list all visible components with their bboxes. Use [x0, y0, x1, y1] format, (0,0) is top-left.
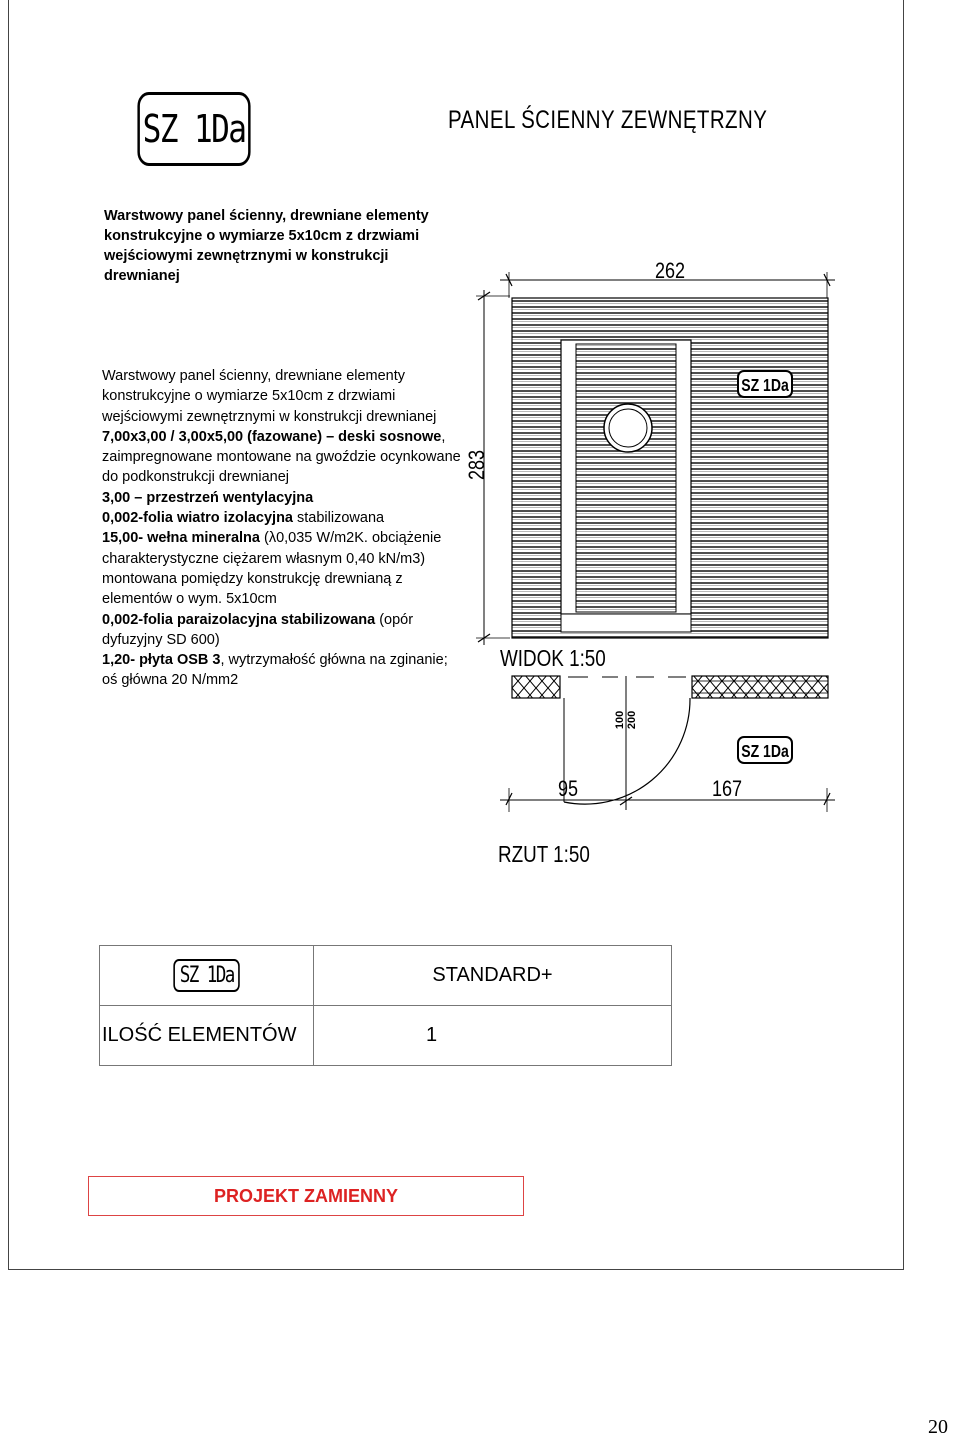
short-description: Warstwowy panel ścienny, drewniane elementy konstrukcyjne o wymiarze 5x10cm z drzwiami wejściowymi zewnętrznymi w konstrukcji drewnianej [104, 208, 429, 284]
layer-3 [102, 508, 462, 528]
dim-200: 200 [626, 710, 638, 730]
layer-4 [102, 528, 462, 609]
dim-left-label: 95 [557, 777, 579, 802]
panel-title: PANEL ŚCIENNY ZEWNĘTRZNY [448, 106, 768, 134]
layer-6-detail: , wytrzymałość główna na zginanie; oś główna 20 N/mm2 [102, 652, 448, 689]
layer-6 [102, 650, 462, 691]
width-dimension [500, 259, 835, 298]
spec-row-qty [100, 1006, 672, 1066]
spec-code-cell [100, 946, 314, 1006]
view-scale-label: WIDOK 1:50 [500, 646, 606, 672]
layer-3-name: 0,002-folia wiatro izolacyjna [102, 510, 293, 527]
layer-4-name: 15,00- wełna mineralna [102, 530, 260, 547]
layer-1-name: 7,00x3,00 / 3,00x5,00 (fazowane) – deski sosnowe [102, 428, 442, 445]
height-dimension-label: 283 [465, 449, 490, 481]
layer-5-name: 0,002-folia paraizolacyjna stabilizowana [102, 611, 376, 628]
plan-code-badge: SZ 1Da [741, 741, 789, 762]
layer-5-detail: (opór dyfuzyjny SD 600) [102, 611, 414, 648]
width-dimension-label: 262 [654, 259, 686, 284]
elevation-view [512, 298, 828, 638]
spec-table [99, 945, 672, 1066]
layer-intro: Warstwowy panel ścienny, drewniane elementy konstrukcyjne o wymiarze 5x10cm z drzwiami wejściowymi zewnętrznymi w konstrukcji drewnianej [102, 368, 437, 425]
spec-row-code [100, 946, 672, 1006]
element-code-badge: SZ 1Da [137, 92, 250, 166]
layer-4-detail: (λ0,035 W/m2K. obciążenie charakterystyczne ciężarem własnym 0,40 kN/m3) montowana pomiędzy konstrukcję drewnianą z elementów o wym. 5x10cm [102, 530, 442, 608]
plan-scale-label: RZUT 1:50 [498, 842, 590, 868]
layer-1-detail: , zaimpregnowane montowane na gwoździe ocynkowane do podkonstrukcji drewnianej [102, 428, 461, 486]
layer-1 [102, 427, 462, 488]
page-number: 20 [928, 1416, 948, 1438]
layer-2: 3,00 – przestrzeń wentylacyjna [102, 489, 314, 506]
spec-qty-value: 1 [314, 1006, 672, 1066]
plan-dimensions [500, 777, 835, 812]
spec-code-badge: SZ 1Da [173, 959, 240, 992]
layer-6-name: 1,20- płyta OSB 3 [102, 652, 221, 669]
spec-qty-label: ILOŚĆ ELEMENTÓW [100, 1006, 314, 1066]
technical-drawing [440, 240, 860, 880]
dim-right-label: 167 [711, 777, 743, 802]
view-code-badge: SZ 1Da [741, 375, 789, 396]
dim-100: 100 [614, 710, 626, 730]
layer-description [102, 366, 462, 691]
layer-5 [102, 610, 462, 651]
spec-standard-cell: STANDARD+ [314, 946, 672, 1006]
replacement-project-label: PROJEKT ZAMIENNY [88, 1176, 524, 1216]
height-dimension [465, 290, 510, 645]
layer-3-detail: stabilizowana [293, 510, 385, 527]
